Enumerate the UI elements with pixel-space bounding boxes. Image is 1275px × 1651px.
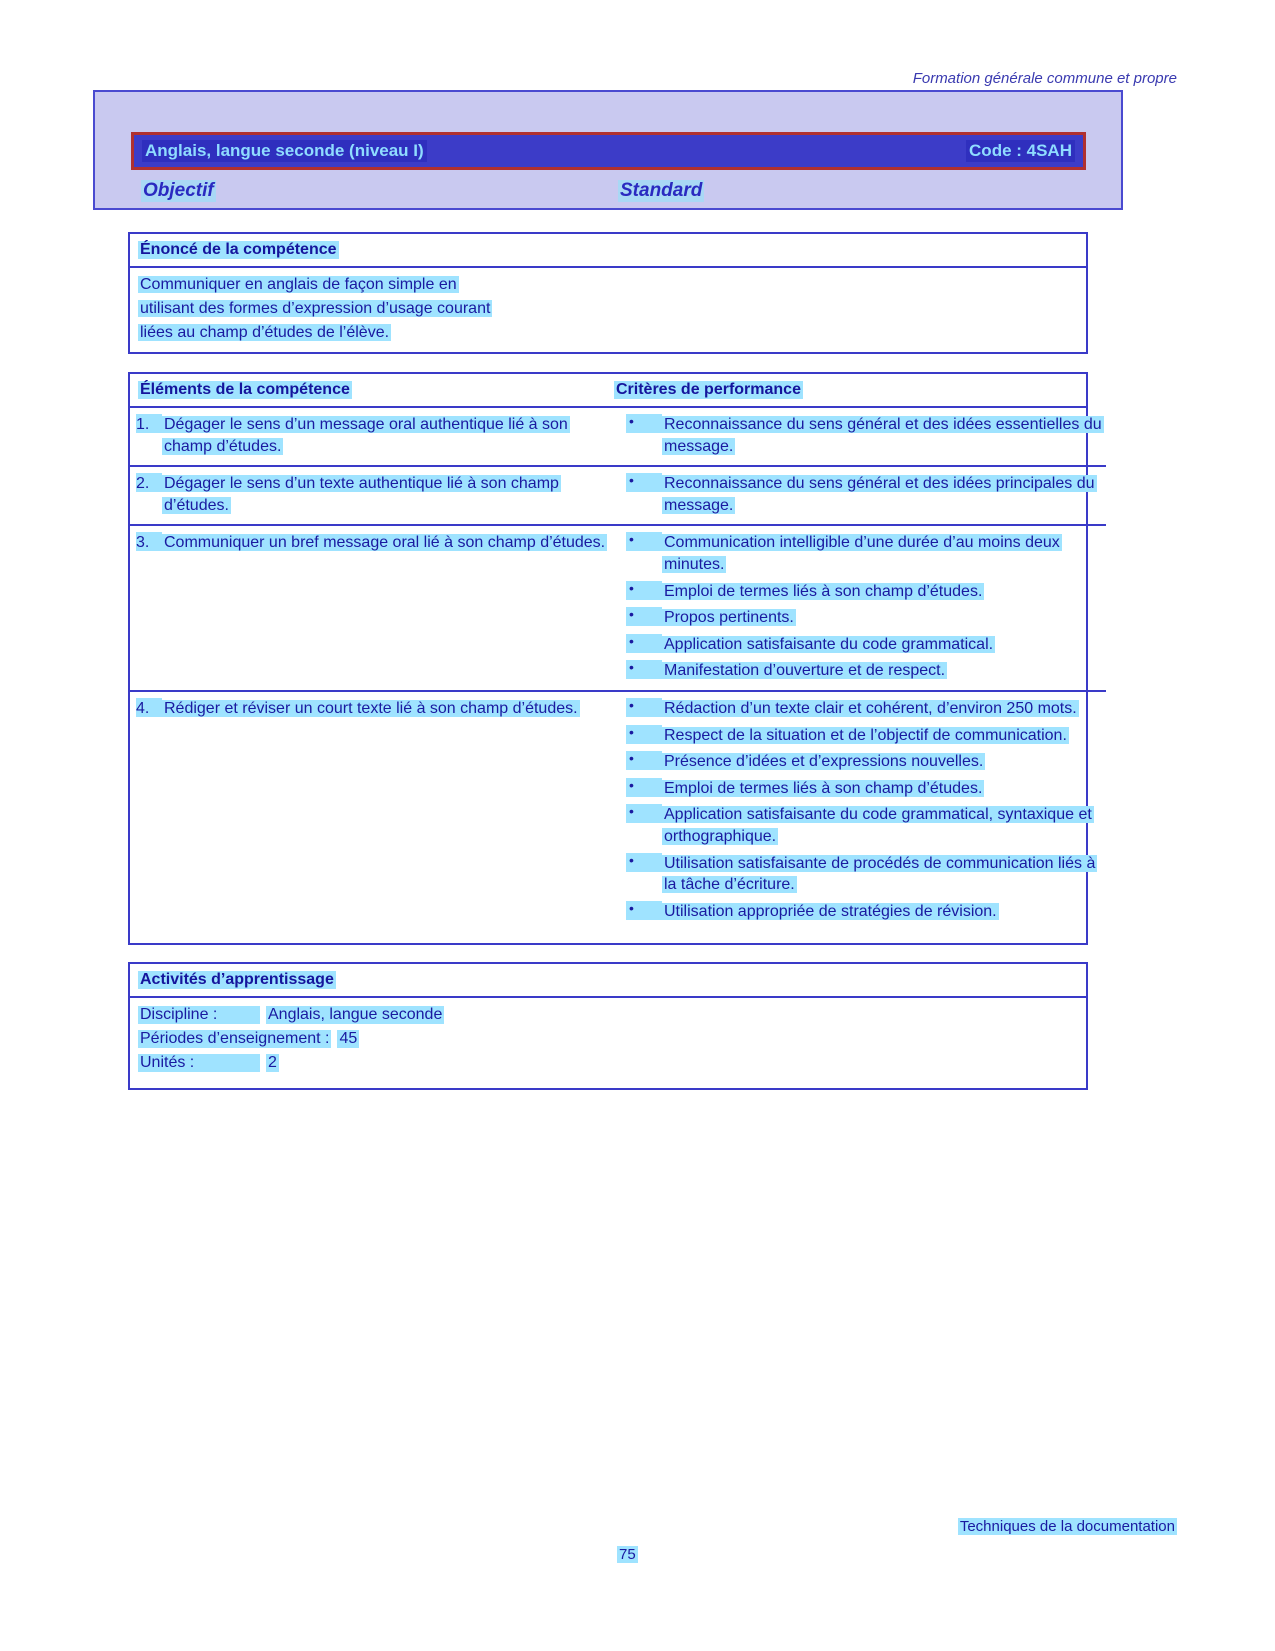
- criterion-item: [626, 634, 1102, 656]
- enonce-heading: Énoncé de la compétence: [140, 241, 337, 258]
- criterion-item: [626, 804, 1102, 847]
- criterion-text: Application satisfaisante du code grammatical.: [664, 635, 994, 653]
- element-text: Dégager le sens d’un texte authentique lié à son champ d’études.: [164, 475, 559, 514]
- criterion-item: [626, 660, 1102, 682]
- competence-table-header: [130, 374, 1086, 408]
- objectif-standard-row: [141, 180, 1081, 206]
- activites-box: [128, 962, 1088, 1090]
- bullet-icon: [626, 853, 662, 872]
- element-item: [136, 698, 616, 720]
- criterion-text: Application satisfaisante du code grammatical, syntaxique et orthographique.: [664, 806, 1092, 845]
- standard-label: Standard: [620, 180, 703, 201]
- bullet-icon: [626, 725, 662, 744]
- elements-heading: Éléments de la compétence: [140, 381, 350, 398]
- bullet-icon: [626, 581, 662, 600]
- enonce-line: liées au champ d’études de l’élève.: [140, 324, 390, 341]
- element-number: 2.: [136, 473, 162, 492]
- enonce-line: utilisant des formes d’expression d’usage courant: [140, 300, 491, 317]
- bullet-icon: [626, 698, 662, 717]
- activites-row: [138, 1030, 638, 1048]
- objectif-label: Objectif: [143, 180, 214, 201]
- criterion-text: Utilisation appropriée de stratégies de révision.: [664, 902, 997, 920]
- unites-label: Unités :: [138, 1054, 260, 1072]
- bullet-icon: [626, 473, 662, 492]
- criterion-text: Respect de la situation et de l’objectif de communication.: [664, 726, 1067, 744]
- bullet-icon: [626, 660, 662, 679]
- table-row: [130, 525, 1106, 691]
- periodes-value: 45: [339, 1030, 358, 1047]
- criterion-text: Utilisation satisfaisante de procédés de communication liés à la tâche d’écriture.: [664, 854, 1096, 894]
- criterion-item: [626, 853, 1102, 896]
- element-text: Communiquer un bref message oral lié à son champ d’études.: [164, 534, 606, 552]
- course-code: Code : 4SAH: [966, 140, 1075, 162]
- bullet-icon: [626, 532, 662, 551]
- element-number: 1.: [136, 414, 162, 433]
- bullet-icon: [626, 414, 662, 433]
- title-band: [93, 90, 1123, 210]
- bullet-icon: [626, 901, 662, 920]
- course-title: Anglais, langue seconde (niveau I): [142, 140, 427, 162]
- criteres-heading: Critères de performance: [616, 381, 801, 398]
- element-item: [136, 414, 616, 457]
- criterion-item: [626, 414, 1102, 457]
- criterion-item: [626, 532, 1102, 575]
- criterion-item: [626, 581, 1102, 603]
- criterion-item: [626, 473, 1102, 516]
- criterion-item: [626, 698, 1102, 720]
- activites-row: [138, 1054, 638, 1072]
- element-number: 3.: [136, 532, 162, 551]
- discipline-label: Discipline :: [138, 1006, 260, 1024]
- element-text: Rédiger et réviser un court texte lié à son champ d’études.: [164, 699, 578, 717]
- criterion-text: Présence d’idées et d’expressions nouvelles.: [664, 753, 984, 771]
- element-number: 4.: [136, 698, 162, 717]
- criterion-text: Reconnaissance du sens général et des idées principales du message.: [664, 475, 1095, 514]
- bullet-icon: [626, 751, 662, 770]
- competence-table-box: [128, 372, 1102, 945]
- activites-details: [138, 1006, 638, 1078]
- unites-value: 2: [268, 1054, 277, 1071]
- activites-row: [138, 1006, 638, 1024]
- criterion-item: [626, 607, 1102, 629]
- criterion-text: Propos pertinents.: [664, 609, 794, 627]
- periodes-label: Périodes d’enseignement :: [140, 1030, 330, 1047]
- course-title-bar: [131, 132, 1086, 170]
- criterion-item: [626, 751, 1102, 773]
- criterion-item: [626, 901, 1102, 923]
- criterion-item: [626, 778, 1102, 800]
- enonce-box: [128, 232, 1088, 354]
- bullet-icon: [626, 607, 662, 626]
- competence-table: [130, 408, 1106, 930]
- element-text: Dégager le sens d’un message oral authentique lié à son champ d’études.: [164, 416, 568, 455]
- criterion-text: Communication intelligible d’une durée d’au moins deux minutes.: [664, 534, 1060, 573]
- enonce-header: [130, 234, 1086, 268]
- activites-heading: Activités d’apprentissage: [140, 971, 334, 988]
- criterion-text: Emploi de termes liés à son champ d’études.: [664, 779, 983, 797]
- criterion-text: Reconnaissance du sens général et des idées essentielles du message.: [664, 416, 1102, 455]
- criterion-item: [626, 725, 1102, 747]
- element-item: [136, 532, 616, 554]
- criterion-text: Manifestation d’ouverture et de respect.: [664, 662, 946, 680]
- bullet-icon: [626, 634, 662, 653]
- footer-program: Techniques de la documentation: [959, 1518, 1175, 1535]
- enonce-line: Communiquer en anglais de façon simple en: [140, 276, 457, 293]
- table-row: [130, 691, 1106, 930]
- bullet-icon: [626, 804, 662, 823]
- enonce-text: [138, 276, 638, 348]
- table-row: [130, 408, 1106, 466]
- running-head: Formation générale commune et propre: [912, 70, 1177, 87]
- discipline-value: Anglais, langue seconde: [268, 1006, 443, 1023]
- element-item: [136, 473, 616, 516]
- criterion-text: Emploi de termes liés à son champ d’études.: [664, 582, 983, 600]
- table-row: [130, 466, 1106, 525]
- page-number: 75: [619, 1546, 636, 1563]
- activites-header: [130, 964, 1086, 998]
- criterion-text: Rédaction d’un texte clair et cohérent, d’environ 250 mots.: [664, 699, 1077, 717]
- bullet-icon: [626, 778, 662, 797]
